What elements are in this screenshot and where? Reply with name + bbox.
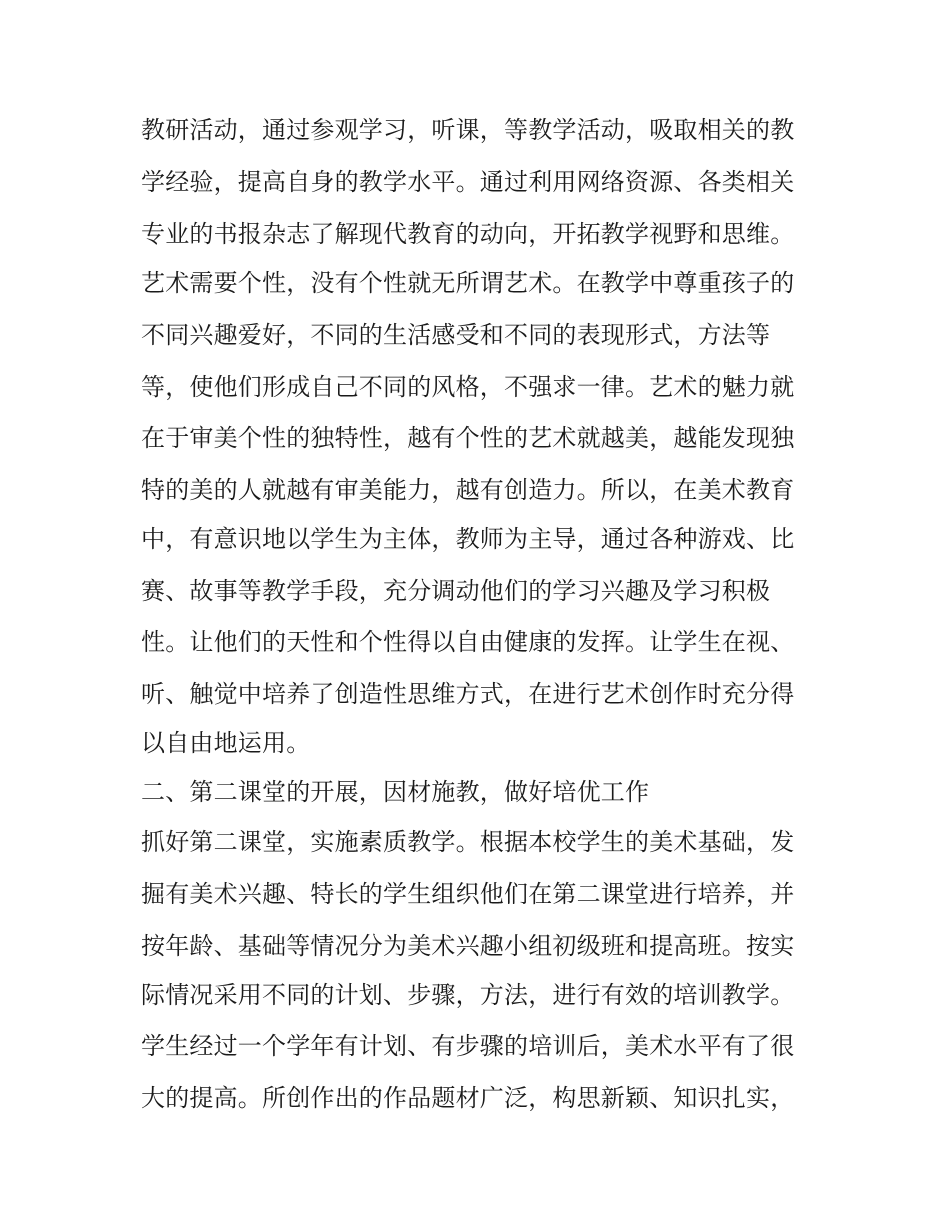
text-line: 按年龄、基础等情况分为美术兴趣小组初级班和提高班。按实 [141,932,795,960]
text-line: 特的美的人就越有审美能力，越有创造力。所以，在美术教育 [141,476,795,504]
text-line: 学经验，提高自身的教学水平。通过利用网络资源、各类相关 [141,168,795,196]
text-line: 不同兴趣爱好，不同的生活感受和不同的表现形式，方法等 [141,321,771,349]
text-line: 学生经过一个学年有计划、有步骤的培训后，美术水平有了很 [141,1032,795,1060]
text-line: 以自由地运用。 [141,729,311,757]
text-line: 性。让他们的天性和个性得以自由健康的发挥。让学生在视、 [141,628,795,656]
text-line: 等，使他们形成自己不同的风格，不强求一律。艺术的魅力就 [141,373,795,401]
text-line: 教研活动，通过参观学习，听课，等教学活动，吸取相关的教 [141,116,795,144]
section-heading: 二、第二课堂的开展，因材施教，做好培优工作 [141,778,650,806]
text-line: 专业的书报杂志了解现代教育的动向，开拓教学视野和思维。 [141,220,795,248]
text-line: 掘有美术兴趣、特长的学生组织他们在第二课堂进行培养，并 [141,880,795,908]
text-line: 抓好第二课堂，实施素质教学。根据本校学生的美术基础，发 [141,828,795,856]
text-line: 在于审美个性的独特性，越有个性的艺术就越美，越能发现独 [141,424,795,452]
text-line: 赛、故事等教学手段，充分调动他们的学习兴趣及学习积极 [141,577,771,605]
text-line: 中，有意识地以学生为主体，教师为主导，通过各种游戏、比 [141,525,795,553]
text-line: 听、触觉中培养了创造性思维方式，在进行艺术创作时充分得 [141,680,795,708]
text-line: 艺术需要个性，没有个性就无所谓艺术。在教学中尊重孩子的 [141,269,795,297]
text-line: 大的提高。所创作出的作品题材广泛，构思新颖、知识扎实， [141,1084,795,1112]
text-line: 际情况采用不同的计划、步骤，方法，进行有效的培训教学。 [141,981,795,1009]
